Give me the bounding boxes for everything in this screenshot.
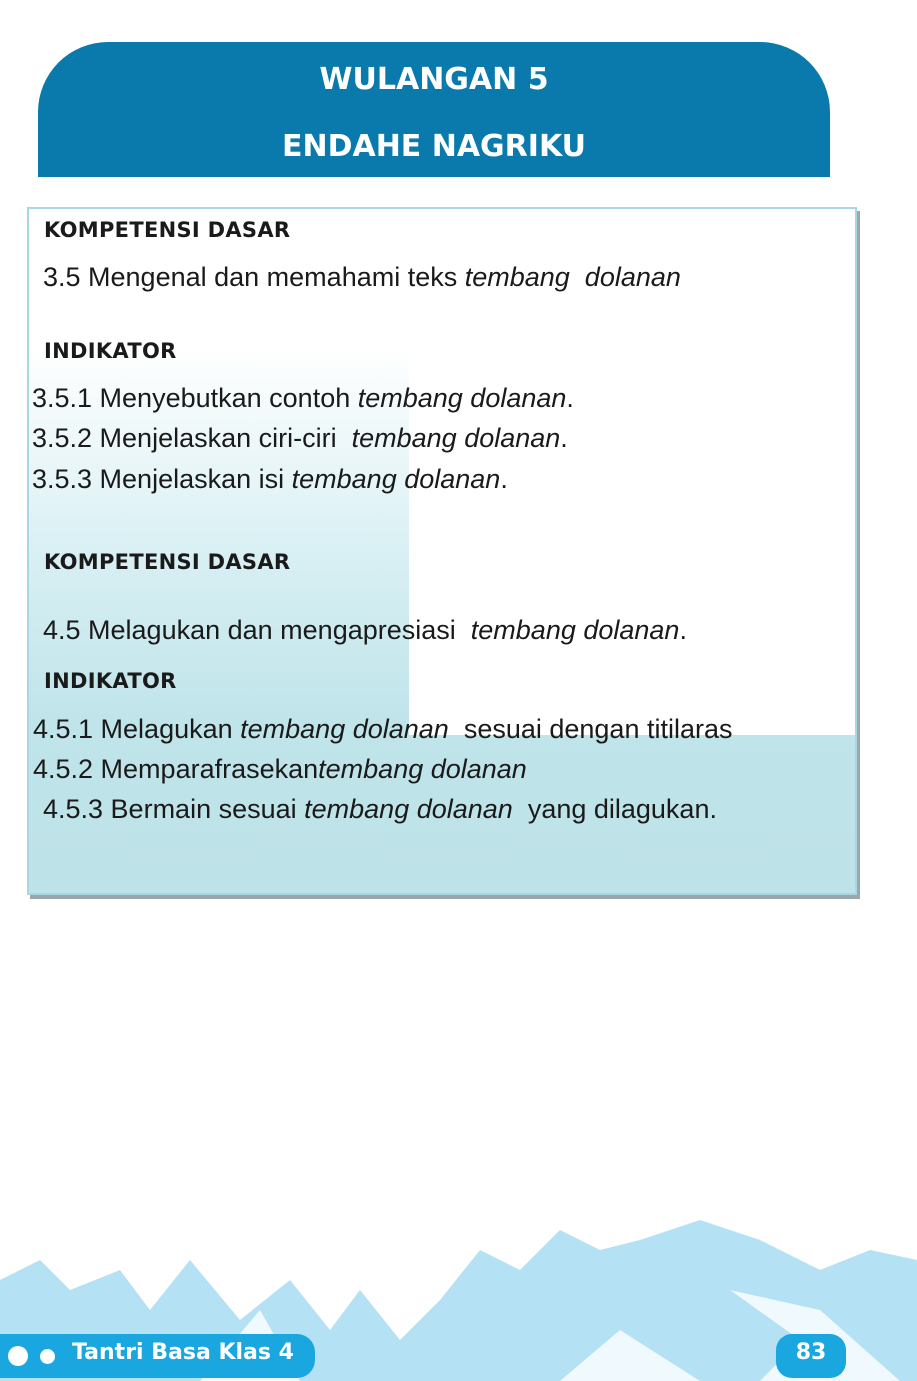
competency-item: [43, 262, 681, 293]
section-label: KOMPETENSI DASAR: [44, 218, 291, 242]
item-text: 4.5.2 Memparafrasekan: [33, 754, 319, 784]
bullet-icon: [40, 1349, 55, 1364]
chapter-header: [38, 42, 830, 177]
item-text: .: [679, 615, 687, 645]
italic-term: tembang dolanan: [357, 383, 567, 413]
page-number: 83: [776, 1334, 846, 1378]
section-label: INDIKATOR: [44, 669, 177, 693]
item-text: 4.5.1 Melagukan: [33, 714, 241, 744]
chapter-number: WULANGAN 5: [319, 62, 549, 97]
competency-item: [33, 714, 732, 745]
book-title: Tantri Basa Klas 4: [72, 1340, 294, 1365]
chapter-title: ENDAHE NAGRIKU: [281, 129, 587, 164]
item-text: 3.5.2 Menjelaskan ciri-ciri: [32, 423, 352, 453]
italic-term: tembang dolanan: [304, 794, 513, 824]
item-text: 4.5.3 Bermain sesuai: [43, 794, 305, 824]
competency-item: [43, 794, 717, 825]
item-text: 3.5 Mengenal dan memahami teks: [43, 262, 465, 292]
section-label: INDIKATOR: [44, 339, 177, 363]
italic-term: tembang dolanan: [291, 464, 501, 494]
italic-term: tembang dolanan: [351, 423, 561, 453]
competency-item: [33, 754, 527, 785]
item-text: .: [500, 464, 508, 494]
item-text: yang dilagukan.: [512, 794, 717, 824]
competency-item: [32, 383, 574, 414]
bullet-icon: [8, 1346, 28, 1366]
item-text: 3.5.1 Menyebutkan contoh: [32, 383, 358, 413]
competency-item: [32, 423, 568, 454]
item-text: 4.5 Melagukan dan mengapresiasi: [43, 615, 471, 645]
item-text: sesuai dengan titilaras: [448, 714, 733, 744]
section-label: KOMPETENSI DASAR: [44, 550, 291, 574]
italic-term: tembang dolanan: [470, 615, 680, 645]
italic-term: tembang dolanan: [318, 754, 527, 784]
italic-term: tembang dolanan: [464, 262, 681, 292]
item-text: .: [566, 383, 574, 413]
competency-item: [32, 464, 508, 495]
item-text: .: [560, 423, 568, 453]
item-text: 3.5.3 Menjelaskan isi: [32, 464, 292, 494]
italic-term: tembang dolanan: [240, 714, 449, 744]
competency-item: [43, 615, 687, 646]
